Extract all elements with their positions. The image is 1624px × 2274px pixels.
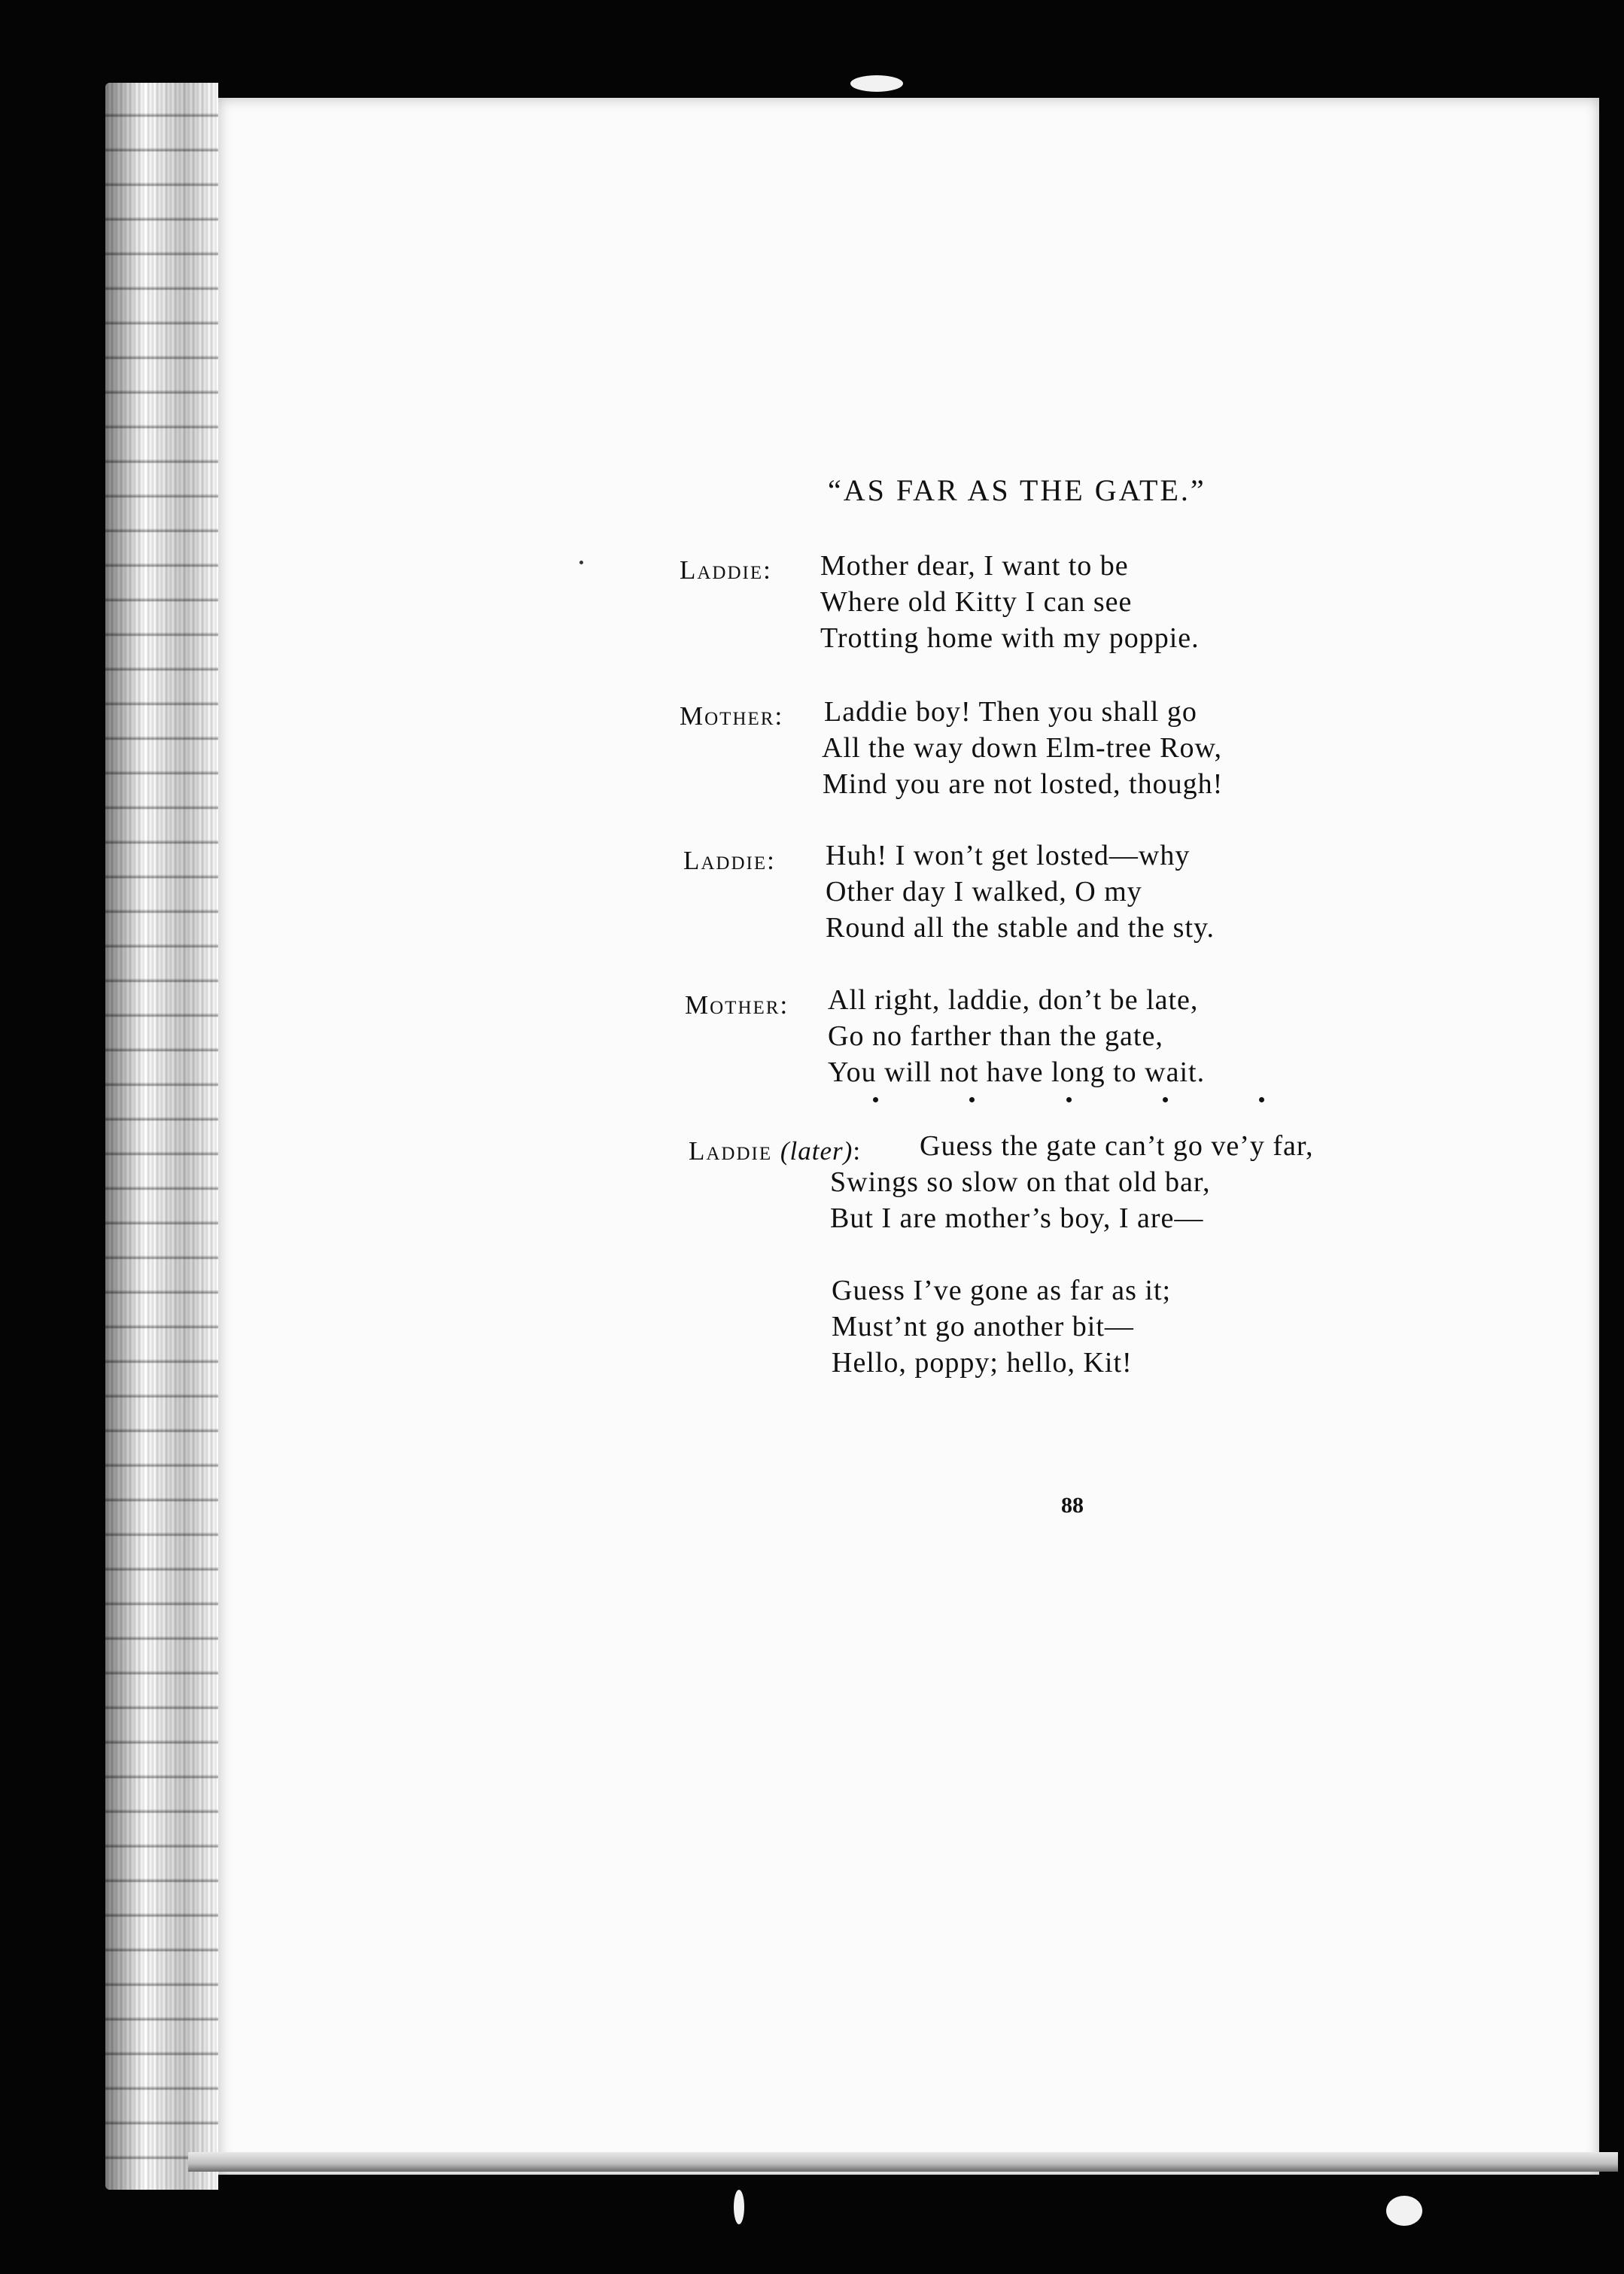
poem-line: Must’nt go another bit—	[832, 1311, 1134, 1342]
page-bottom-rim	[188, 2152, 1618, 2172]
poem-line: Where old Kitty I can see	[820, 586, 1133, 618]
poem-line: Laddie boy! Then you shall go	[824, 696, 1197, 728]
speaker-mother: Mother:	[685, 990, 789, 1020]
dot	[1259, 1097, 1264, 1102]
dot	[1066, 1097, 1072, 1102]
poem-line: Guess I’ve gone as far as it;	[832, 1275, 1172, 1306]
scan-speck	[579, 561, 583, 564]
speaker-laddie: Laddie:	[683, 846, 776, 875]
speaker-colon: :	[853, 1136, 862, 1166]
poem-line: Huh! I won’t get losted—why	[826, 840, 1191, 871]
speaker-name: Laddie	[689, 1136, 773, 1166]
poem-line: Other day I walked, O my	[826, 876, 1142, 907]
poem-line: All the way down Elm-tree Row,	[822, 732, 1222, 764]
poem-line: Guess the gate can’t go ve’y far,	[920, 1130, 1314, 1162]
scan-speck	[850, 75, 903, 92]
poem-line: Swings so slow on that old bar,	[830, 1166, 1211, 1198]
poem-line: Mother dear, I want to be	[820, 550, 1129, 582]
speaker-stage-note: (later)	[780, 1136, 853, 1166]
speaker-mother: Mother:	[680, 701, 784, 731]
poem-line: All right, laddie, don’t be late,	[828, 984, 1199, 1016]
book-page	[218, 98, 1599, 2175]
poem-title: “AS FAR AS THE GATE.”	[828, 473, 1206, 507]
dot	[969, 1097, 975, 1102]
poem-line: Round all the stable and the sty.	[826, 912, 1215, 944]
ellipsis-dots	[873, 1097, 1264, 1102]
poem-line: But I are mother’s boy, I are—	[830, 1202, 1204, 1234]
poem-line: Go no farther than the gate,	[828, 1020, 1163, 1052]
scan-speck	[734, 2190, 744, 2224]
scan-speck	[1386, 2196, 1422, 2226]
page-number: 88	[1061, 1493, 1084, 1518]
speaker-laddie: Laddie:	[680, 555, 772, 585]
book-page-edge	[105, 83, 218, 2190]
speaker-laddie-later	[689, 1136, 862, 1166]
poem-line: Mind you are not losted, though!	[823, 768, 1224, 800]
poem-line: You will not have long to wait.	[828, 1056, 1206, 1088]
poem-line: Trotting home with my poppie.	[820, 622, 1200, 654]
dot	[1163, 1097, 1168, 1102]
poem-line: Hello, poppy; hello, Kit!	[832, 1347, 1133, 1379]
dot	[873, 1097, 878, 1102]
